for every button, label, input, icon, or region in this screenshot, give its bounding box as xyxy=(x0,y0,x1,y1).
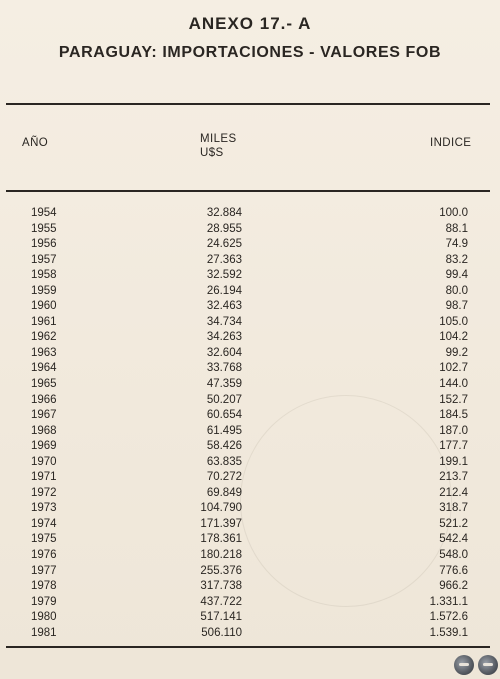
index-cell: 776.6 xyxy=(439,564,468,577)
table-row xyxy=(0,253,500,269)
table-row xyxy=(0,486,500,502)
value-cell: 24.625 xyxy=(206,238,242,251)
year-cell: 1964 xyxy=(31,362,57,375)
table-row xyxy=(0,206,500,222)
table-row xyxy=(0,501,500,517)
year-cell: 1965 xyxy=(31,378,57,391)
annex-heading: ANEXO 17.- A xyxy=(188,14,312,33)
value-cell: 34.263 xyxy=(206,331,242,344)
year-cell: 1976 xyxy=(31,549,57,562)
table-row xyxy=(0,610,500,626)
value-cell: 34.734 xyxy=(206,315,242,328)
table-row xyxy=(0,377,500,393)
value-cell: 28.955 xyxy=(206,222,242,235)
publisher-logo-icon xyxy=(454,655,474,675)
value-cell: 26.194 xyxy=(206,284,242,297)
value-cell: 104.790 xyxy=(200,502,242,515)
index-cell: 100.0 xyxy=(439,207,468,219)
year-cell: 1959 xyxy=(31,284,57,297)
column-header-value-line2: U$S xyxy=(200,147,224,159)
value-cell: 437.722 xyxy=(200,595,242,608)
index-cell: 542.4 xyxy=(439,533,468,546)
value-cell: 180.218 xyxy=(200,549,242,562)
value-cell: 506.110 xyxy=(201,626,242,639)
index-cell: 318.7 xyxy=(439,502,468,515)
value-cell: 32.604 xyxy=(206,346,242,359)
value-cell: 63.835 xyxy=(206,455,242,468)
table-row xyxy=(0,393,500,409)
year-cell: 1954 xyxy=(31,207,57,219)
value-cell: 33.768 xyxy=(206,362,242,375)
year-cell: 1961 xyxy=(31,315,57,328)
year-cell: 1966 xyxy=(31,393,57,406)
index-cell: 521.2 xyxy=(439,517,468,530)
year-cell: 1975 xyxy=(31,533,57,546)
index-cell: 548.0 xyxy=(439,549,468,562)
index-cell: 199.1 xyxy=(439,455,468,468)
value-cell: 47.359 xyxy=(206,378,242,391)
value-cell: 69.849 xyxy=(206,486,242,499)
year-cell: 1968 xyxy=(31,424,57,437)
table-row xyxy=(0,470,500,486)
table-row xyxy=(0,346,500,362)
index-cell: 98.7 xyxy=(445,300,468,313)
table-row xyxy=(0,595,500,611)
table-row xyxy=(0,517,500,533)
year-cell: 1978 xyxy=(31,580,57,593)
year-cell: 1962 xyxy=(31,331,57,344)
index-cell: 184.5 xyxy=(439,409,468,422)
index-cell: 83.2 xyxy=(445,253,468,266)
year-cell: 1979 xyxy=(31,595,57,608)
index-cell: 177.7 xyxy=(439,440,468,453)
index-cell: 99.4 xyxy=(445,269,468,282)
value-cell: 32.884 xyxy=(206,207,242,219)
year-cell: 1955 xyxy=(31,222,57,235)
year-cell: 1981 xyxy=(31,626,57,639)
table-row xyxy=(0,268,500,284)
value-cell: 58.426 xyxy=(206,440,242,453)
index-cell: 105.0 xyxy=(439,315,468,328)
table-row xyxy=(0,626,500,642)
table-row xyxy=(0,424,500,440)
table-row xyxy=(0,330,500,346)
table-row xyxy=(0,237,500,253)
index-cell: 152.7 xyxy=(439,393,468,406)
bottom-rule xyxy=(6,646,490,648)
index-cell: 88.1 xyxy=(445,222,468,235)
year-cell: 1974 xyxy=(31,517,57,530)
value-cell: 317.738 xyxy=(200,580,242,593)
year-cell: 1980 xyxy=(31,611,57,624)
year-cell: 1958 xyxy=(31,269,57,282)
index-cell: 102.7 xyxy=(439,362,468,375)
value-cell: 61.495 xyxy=(206,424,242,437)
table-row xyxy=(0,455,500,471)
index-cell: 966.2 xyxy=(439,580,468,593)
value-cell: 70.272 xyxy=(206,471,242,484)
column-header-value-line1: MILES xyxy=(200,133,237,145)
index-cell: 212.4 xyxy=(439,486,468,499)
year-cell: 1967 xyxy=(31,409,57,422)
value-cell: 32.463 xyxy=(206,300,242,313)
table-row xyxy=(0,222,500,238)
index-cell: 1.331.1 xyxy=(429,595,468,608)
year-cell: 1972 xyxy=(31,486,57,499)
table-body xyxy=(0,206,500,641)
table-row xyxy=(0,408,500,424)
column-header-year: AÑO xyxy=(22,137,49,149)
value-cell: 60.654 xyxy=(206,409,242,422)
year-cell: 1977 xyxy=(31,564,57,577)
header-rule xyxy=(6,190,490,192)
table-row xyxy=(0,361,500,377)
table-row xyxy=(0,439,500,455)
value-cell: 171.397 xyxy=(200,517,242,530)
index-cell: 213.7 xyxy=(439,471,468,484)
table-row xyxy=(0,315,500,331)
column-header-value xyxy=(200,132,237,160)
year-cell: 1970 xyxy=(31,455,57,468)
table-row xyxy=(0,548,500,564)
table-row xyxy=(0,564,500,580)
table-row xyxy=(0,532,500,548)
value-cell: 50.207 xyxy=(206,393,242,406)
page-title: PARAGUAY: IMPORTACIONES - VALORES FOB xyxy=(58,44,442,61)
publisher-seal-icon xyxy=(478,655,498,675)
year-cell: 1956 xyxy=(31,238,57,251)
value-cell: 27.363 xyxy=(206,253,242,266)
index-cell: 144.0 xyxy=(439,378,468,391)
index-cell: 187.0 xyxy=(439,424,468,437)
table-row xyxy=(0,299,500,315)
index-cell: 99.2 xyxy=(445,346,468,359)
year-cell: 1960 xyxy=(31,300,57,313)
index-cell: 80.0 xyxy=(445,284,468,297)
index-cell: 1.572.6 xyxy=(429,611,468,624)
year-cell: 1969 xyxy=(31,440,57,453)
top-rule xyxy=(6,103,490,105)
value-cell: 32.592 xyxy=(206,269,242,282)
year-cell: 1971 xyxy=(31,471,57,484)
column-header-index: INDICE xyxy=(430,137,472,149)
value-cell: 517.141 xyxy=(200,611,242,624)
index-cell: 74.9 xyxy=(445,238,468,251)
year-cell: 1957 xyxy=(31,253,57,266)
index-cell: 104.2 xyxy=(439,331,468,344)
value-cell: 255.376 xyxy=(200,564,242,577)
year-cell: 1973 xyxy=(31,502,57,515)
year-cell: 1963 xyxy=(31,346,57,359)
table-row xyxy=(0,284,500,300)
table-row xyxy=(0,579,500,595)
index-cell: 1.539.1 xyxy=(429,626,468,639)
value-cell: 178.361 xyxy=(200,533,242,546)
